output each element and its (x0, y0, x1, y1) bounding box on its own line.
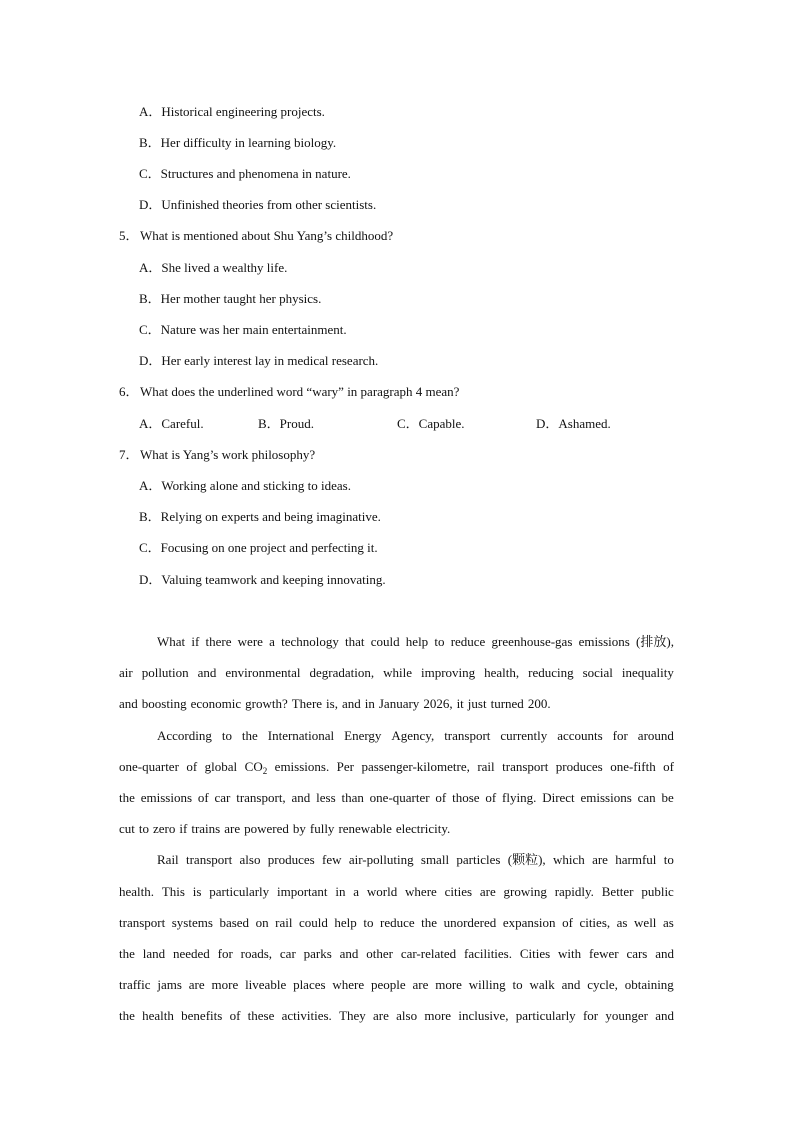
word: of (485, 790, 497, 805)
word: liveable (245, 977, 287, 992)
q7-option-b: B．Relying on experts and being imaginative. (139, 509, 381, 524)
word: International (267, 728, 335, 743)
q7-option-d: D．Valuing teamwork and keeping innovating. (139, 572, 386, 587)
word: Direct (542, 790, 575, 805)
word: boosting (141, 696, 187, 711)
q5-option-b: B．Her mother taught her physics. (139, 291, 322, 306)
word: around (637, 728, 674, 743)
word: to (138, 821, 150, 836)
word: What (157, 634, 186, 649)
q6-option-b: B．Proud. (258, 416, 314, 431)
word: reduce (379, 915, 415, 930)
word: turned (490, 696, 524, 711)
word: accounts (557, 728, 603, 743)
word: activities. (281, 1008, 332, 1023)
word: if (191, 634, 200, 649)
word: and (655, 946, 674, 961)
word: car (214, 790, 231, 805)
word: and (119, 696, 138, 711)
word: are (224, 821, 241, 836)
word: and (291, 790, 311, 805)
word: health. (119, 884, 155, 899)
q6-stem: 6．What does the underlined word “wary” in paragraph 4 mean? (119, 384, 460, 399)
word: zero (153, 821, 176, 836)
word: They (339, 1008, 366, 1023)
word: powered (244, 821, 289, 836)
word: in (364, 696, 375, 711)
word: the (119, 946, 135, 961)
word: with (558, 946, 582, 961)
word: (颗粒), (507, 852, 546, 867)
word: also (239, 852, 261, 867)
word: currently (500, 728, 548, 743)
word: are (592, 852, 608, 867)
word: cars (626, 946, 648, 961)
word: help (405, 634, 429, 649)
word: health, (484, 665, 520, 680)
word: to (363, 915, 374, 930)
word: well (634, 915, 657, 930)
passage-p2-line-2: one-quarter of global $CO_2$ emissions. Per passenger-kilometre, rail transport produces one-fifth of (119, 759, 674, 776)
word: emissions (580, 790, 632, 805)
passage-p3-line-3 (119, 914, 674, 932)
word: where (405, 884, 437, 899)
word: greenhouse-gas (491, 634, 573, 649)
word: transport (185, 852, 233, 867)
passage-p3-line-2 (119, 883, 674, 901)
word: public (641, 884, 674, 899)
word: for (217, 946, 233, 961)
word: be (661, 790, 674, 805)
word: car-related (400, 946, 457, 961)
word: and (561, 977, 581, 992)
word: by (292, 821, 306, 836)
word: could (298, 915, 328, 930)
word: particularly (515, 1008, 576, 1023)
word: air (119, 665, 133, 680)
word: economic (190, 696, 242, 711)
word: to (221, 728, 232, 743)
passage-p3-line-4 (119, 945, 674, 963)
word: parks (303, 946, 332, 961)
q6-option-a: A．Careful. (139, 416, 204, 431)
word: systems (171, 915, 213, 930)
q5-option-c: C．Nature was her main entertainment. (139, 322, 347, 337)
passage-p1-line-3 (119, 695, 674, 713)
word: (排放), (636, 634, 674, 649)
word: of (197, 790, 209, 805)
word: traffic (119, 977, 151, 992)
word: were (237, 634, 263, 649)
word: those (452, 790, 480, 805)
word: car (279, 946, 296, 961)
word: pollution (141, 665, 189, 680)
word: and (197, 665, 217, 680)
word: if (179, 821, 188, 836)
word: flying. (502, 790, 537, 805)
word: inequality (621, 665, 674, 680)
word: which (552, 852, 585, 867)
word: the (421, 915, 438, 930)
word: cities, (579, 915, 611, 930)
word: improving (420, 665, 476, 680)
passage-p3-line-6 (119, 1007, 674, 1025)
word: and (339, 946, 359, 961)
word: trains (191, 821, 221, 836)
word: technology (281, 634, 339, 649)
q4-option-a: A．Historical engineering projects. (139, 104, 325, 119)
word: 2026, (423, 696, 453, 711)
word: electricity. (395, 821, 451, 836)
word: Better (601, 884, 634, 899)
word: as (616, 915, 628, 930)
word: emissions (578, 634, 630, 649)
word: Rail (157, 852, 179, 867)
word: younger (605, 1008, 648, 1023)
word: benefits (181, 1008, 223, 1023)
passage-p1-line-1 (157, 633, 674, 651)
q5-option-a: A．She lived a wealthy life. (139, 260, 288, 275)
word: There (291, 696, 323, 711)
word: that (345, 634, 365, 649)
word: important (276, 884, 328, 899)
word: world (366, 884, 398, 899)
word: are (412, 977, 429, 992)
word: Energy (344, 728, 382, 743)
word: cycle, (587, 977, 618, 992)
word: to (512, 977, 523, 992)
passage-p2-line-4 (119, 820, 674, 838)
word: willing (468, 977, 506, 992)
q4-option-c: C．Structures and phenomena in nature. (139, 166, 351, 181)
word: January (378, 696, 420, 711)
word: Agency, (391, 728, 435, 743)
word: transport (444, 728, 491, 743)
word: jams (157, 977, 182, 992)
q5-option-d: D．Her early interest lay in medical research. (139, 353, 379, 368)
word: the (119, 1008, 135, 1023)
word: 200. (527, 696, 551, 711)
word: are (479, 884, 496, 899)
passage-p3-line-5 (119, 976, 674, 994)
word: there (205, 634, 232, 649)
word: help (334, 915, 357, 930)
word: of (229, 1008, 241, 1023)
word: needed (172, 946, 210, 961)
word: rapidly. (554, 884, 594, 899)
word: reducing (528, 665, 574, 680)
word: are (373, 1008, 389, 1023)
word: transport, (236, 790, 286, 805)
q5-stem: 5．What is mentioned about Shu Yang’s childhood? (119, 228, 394, 243)
q7-option-a: A．Working alone and sticking to ideas. (139, 478, 351, 493)
word: health (142, 1008, 174, 1023)
word: According (157, 728, 212, 743)
word: rail (275, 915, 293, 930)
word: land (142, 946, 166, 961)
word: transport (119, 915, 166, 930)
word: to (434, 634, 445, 649)
word: produces (267, 852, 315, 867)
word: more (211, 977, 239, 992)
q6-option-d: D．Ashamed. (536, 416, 611, 431)
q7-stem: 7．What is Yang’s work philosophy? (119, 447, 316, 462)
word: it (456, 696, 464, 711)
word: unordered (443, 915, 497, 930)
word: places (293, 977, 326, 992)
passage-p2-line-3 (119, 789, 674, 807)
word: than (341, 790, 364, 805)
word: less (316, 790, 336, 805)
word: and (341, 696, 361, 711)
word: obtaining (624, 977, 674, 992)
word: can (637, 790, 656, 805)
word: social (582, 665, 613, 680)
word: as (662, 915, 674, 930)
q4-option-b: B．Her difficulty in learning biology. (139, 135, 337, 150)
word: few (322, 852, 342, 867)
q6-option-c: C．Capable. (397, 416, 465, 431)
word: harmful (615, 852, 657, 867)
word: environmental (225, 665, 301, 680)
word: fully (309, 821, 335, 836)
word: a (353, 884, 360, 899)
word: and (655, 1008, 674, 1023)
word: more (435, 977, 462, 992)
passage-p3-line-1 (157, 851, 674, 869)
word: facilities. (463, 946, 512, 961)
word: one-quarter (369, 790, 430, 805)
word: emissions (140, 790, 193, 805)
word: the (241, 728, 258, 743)
word: small (420, 852, 450, 867)
word: cities (444, 884, 473, 899)
word: of (562, 915, 573, 930)
word: other (366, 946, 393, 961)
word: these (247, 1008, 275, 1023)
word: roads, (240, 946, 273, 961)
word: where (332, 977, 365, 992)
word: air-polluting (348, 852, 414, 867)
word: expansion (502, 915, 556, 930)
word: just (467, 696, 487, 711)
word: growing (503, 884, 547, 899)
word: is, (326, 696, 338, 711)
word: inclusive, (458, 1008, 509, 1023)
word: particles (456, 852, 501, 867)
q4-option-d: D．Unfinished theories from other scientists. (139, 197, 377, 212)
word: particularly (209, 884, 270, 899)
word: cut (119, 821, 135, 836)
word: reduce (450, 634, 486, 649)
word: renewable (338, 821, 392, 836)
word: Cities (519, 946, 551, 961)
word: in (335, 884, 346, 899)
word: of (435, 790, 447, 805)
word: people (371, 977, 406, 992)
word: are (188, 977, 205, 992)
word: while (383, 665, 412, 680)
word: walk (529, 977, 555, 992)
passage-p2-line-1 (157, 727, 674, 745)
word: for (582, 1008, 599, 1023)
word: also (396, 1008, 418, 1023)
word: growth? (245, 696, 288, 711)
word: more (424, 1008, 452, 1023)
word: for (612, 728, 628, 743)
word: on (255, 915, 269, 930)
word: This (161, 884, 185, 899)
q7-option-c: C．Focusing on one project and perfecting it. (139, 540, 378, 555)
word: degradation, (309, 665, 375, 680)
word: could (370, 634, 400, 649)
word: to (663, 852, 674, 867)
passage-p1-line-2 (119, 664, 674, 682)
word: a (269, 634, 275, 649)
word: the (119, 790, 135, 805)
word: fewer (589, 946, 619, 961)
word: based (219, 915, 250, 930)
word: is (192, 884, 202, 899)
